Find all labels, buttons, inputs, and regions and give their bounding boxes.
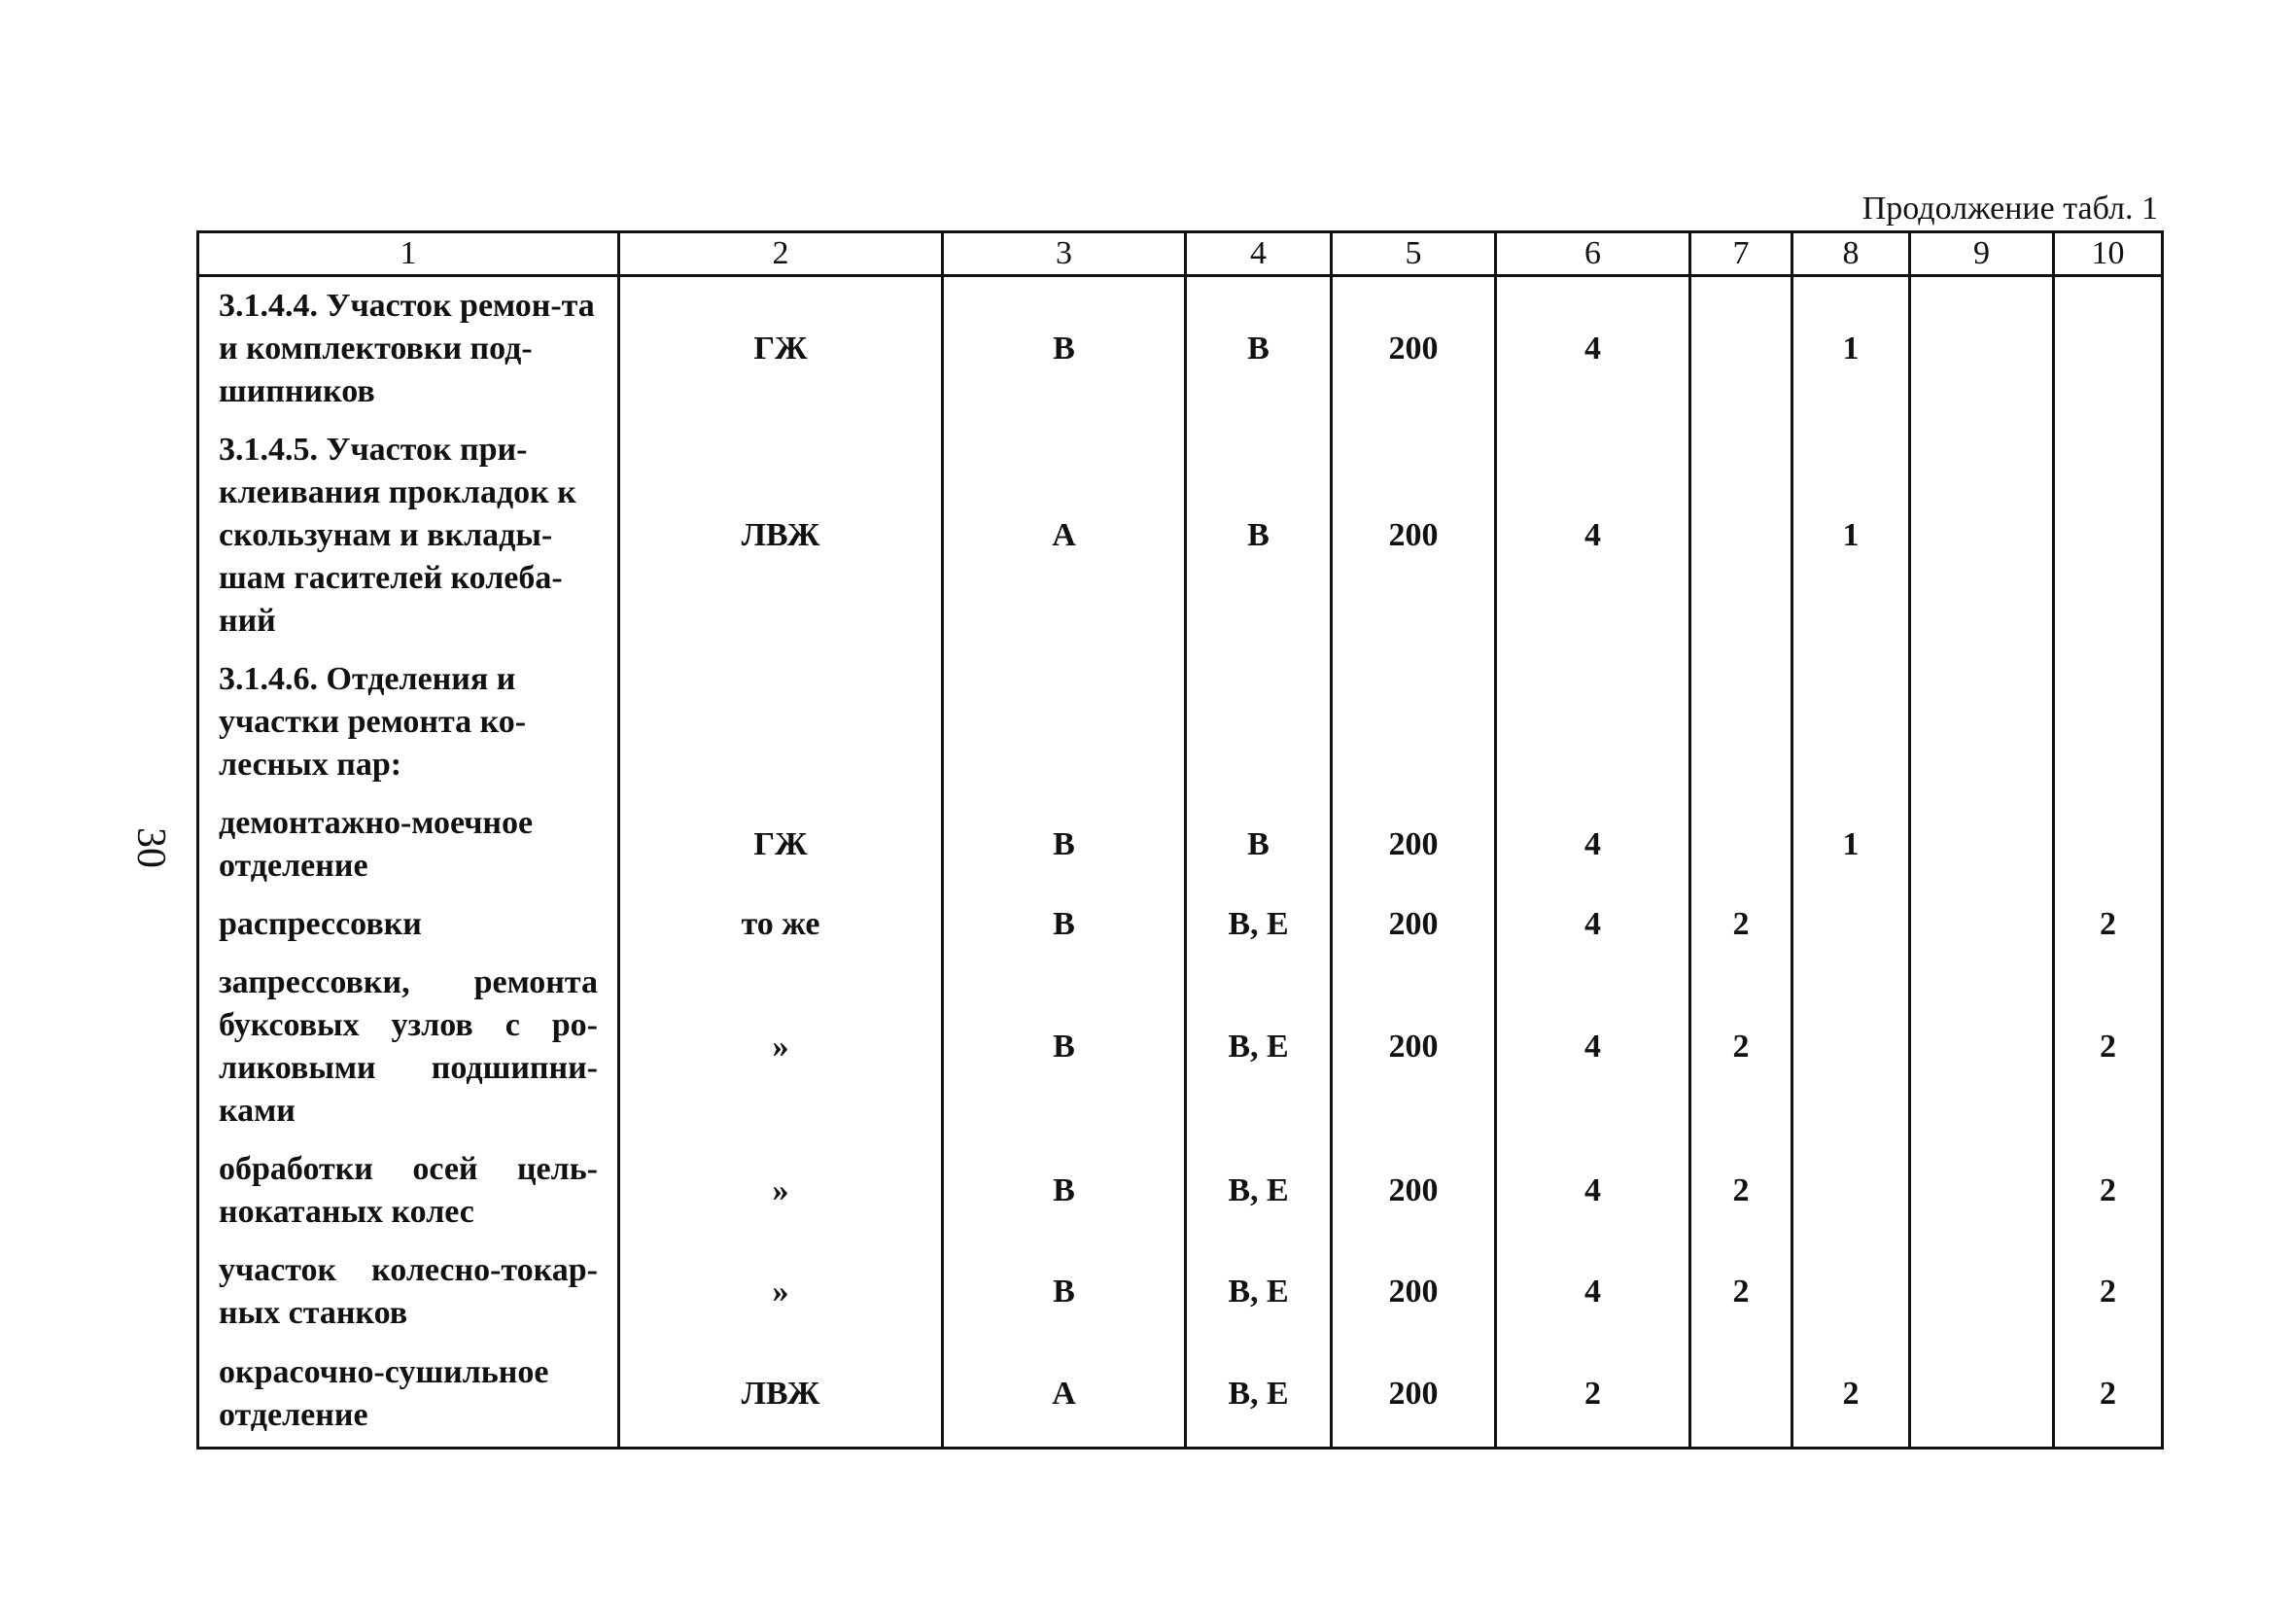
- row-description: демонтажно-моечное отделение: [198, 794, 619, 895]
- row-description: запрессовки, ремонта буксовых узлов с ро-ликовыми подшипни-ками: [198, 954, 619, 1140]
- row-description: окрасочно-сушильное отделение: [198, 1343, 619, 1448]
- table-cell: 2: [2054, 1343, 2163, 1448]
- column-header: 6: [1496, 232, 1690, 276]
- table-cell: 4: [1496, 421, 1690, 650]
- table-cell: 200: [1332, 794, 1496, 895]
- table-cell: [1792, 895, 1910, 954]
- table-row: [198, 1241, 2163, 1343]
- table-cell: »: [619, 1140, 943, 1241]
- table-cell: 2: [2054, 954, 2163, 1140]
- table-cell: то же: [619, 895, 943, 954]
- row-description: распрессовки: [198, 895, 619, 954]
- row-description: обработки осей цель-нокатаных колес: [198, 1140, 619, 1241]
- table-cell: ГЖ: [619, 276, 943, 422]
- table-cell: В, Е: [1186, 895, 1332, 954]
- table-cell: В: [943, 1241, 1186, 1343]
- table-cell: [2054, 794, 2163, 895]
- table-cell: 200: [1332, 1343, 1496, 1448]
- table-cell: В: [1186, 276, 1332, 422]
- table-cell: В: [943, 1140, 1186, 1241]
- table-cell: 200: [1332, 895, 1496, 954]
- table-cell: 2: [2054, 1140, 2163, 1241]
- table-cell: »: [619, 954, 943, 1140]
- table-cell: [1792, 1140, 1910, 1241]
- table-cell: [2054, 421, 2163, 650]
- header-row: [198, 232, 2163, 276]
- table-cell: [1910, 1241, 2054, 1343]
- table-cell: А: [943, 1343, 1186, 1448]
- table-cell: [1792, 1241, 1910, 1343]
- table-cell: В, Е: [1186, 1140, 1332, 1241]
- table-cell: [1910, 895, 2054, 954]
- table-cell: [1690, 794, 1792, 895]
- table-cell: В: [1186, 421, 1332, 650]
- table-cell: 4: [1496, 954, 1690, 1140]
- table-cell: [1186, 650, 1332, 794]
- table-cell: 4: [1496, 1241, 1690, 1343]
- table-cell: 200: [1332, 954, 1496, 1140]
- column-header: 1: [198, 232, 619, 276]
- table-cell: [1690, 276, 1792, 422]
- column-header: 9: [1910, 232, 2054, 276]
- column-header: 3: [943, 232, 1186, 276]
- table-row: [198, 1343, 2163, 1448]
- table-cell: [1910, 421, 2054, 650]
- row-description: участок колесно-токар-ных станков: [198, 1241, 619, 1343]
- table-cell: [1690, 650, 1792, 794]
- table-cell: 200: [1332, 1241, 1496, 1343]
- table-cell: [1910, 276, 2054, 422]
- table-cell: [1690, 1343, 1792, 1448]
- column-header: 2: [619, 232, 943, 276]
- table-cell: [1332, 650, 1496, 794]
- column-header: 4: [1186, 232, 1332, 276]
- table-row: [198, 276, 2163, 422]
- table-cell: [1910, 650, 2054, 794]
- table-cell: [1910, 1140, 2054, 1241]
- table-cell: 4: [1496, 276, 1690, 422]
- table-cell: 4: [1496, 1140, 1690, 1241]
- table-row: [198, 954, 2163, 1140]
- data-table: [196, 230, 2164, 1450]
- column-header: 5: [1332, 232, 1496, 276]
- table-cell: 2: [1792, 1343, 1910, 1448]
- table-cell: ЛВЖ: [619, 1343, 943, 1448]
- column-header: 10: [2054, 232, 2163, 276]
- table-cell: 4: [1496, 794, 1690, 895]
- table-cell: [1910, 1343, 2054, 1448]
- table-cell: В: [943, 276, 1186, 422]
- table-cell: 2: [1690, 895, 1792, 954]
- table-cell: 200: [1332, 421, 1496, 650]
- table-cell: 2: [1690, 1140, 1792, 1241]
- table-cell: 200: [1332, 276, 1496, 422]
- table-cell: 1: [1792, 794, 1910, 895]
- table-cell: В: [943, 954, 1186, 1140]
- table-row: [198, 421, 2163, 650]
- table-cell: В, Е: [1186, 1241, 1332, 1343]
- table-cell: В: [1186, 794, 1332, 895]
- table-cell: 200: [1332, 1140, 1496, 1241]
- table-row: [198, 794, 2163, 895]
- table-cell: 1: [1792, 276, 1910, 422]
- table-cell: ГЖ: [619, 794, 943, 895]
- column-header: 7: [1690, 232, 1792, 276]
- table-cell: 2: [2054, 1241, 2163, 1343]
- column-header: 8: [1792, 232, 1910, 276]
- table-cell: 1: [1792, 421, 1910, 650]
- table-cell: А: [943, 421, 1186, 650]
- table-cell: [2054, 276, 2163, 422]
- table-cell: [1910, 954, 2054, 1140]
- table-cell: 2: [1496, 1343, 1690, 1448]
- table-cell: »: [619, 1241, 943, 1343]
- table-cell: [2054, 650, 2163, 794]
- table-cell: [1496, 650, 1690, 794]
- table-cell: [1792, 954, 1910, 1140]
- table-cell: [943, 650, 1186, 794]
- row-description: 3.1.4.4. Участок ремон-та и комплектовки под-шипников: [198, 276, 619, 422]
- row-description: 3.1.4.5. Участок при-клеивания прокладок к скользунам и вклады-шам гасителей колеба-ний: [198, 421, 619, 650]
- table-row: [198, 650, 2163, 794]
- table-cell: 2: [1690, 954, 1792, 1140]
- table-row: [198, 1140, 2163, 1241]
- table-cell: 4: [1496, 895, 1690, 954]
- table-cell: В, Е: [1186, 1343, 1332, 1448]
- table-cell: В: [943, 794, 1186, 895]
- page-number: 30: [128, 827, 173, 868]
- table-cell: [1690, 421, 1792, 650]
- table-cell: В: [943, 895, 1186, 954]
- table-cell: ЛВЖ: [619, 421, 943, 650]
- table-cell: В, Е: [1186, 954, 1332, 1140]
- table-row: [198, 895, 2163, 954]
- row-description: 3.1.4.6. Отделения и участки ремонта ко-лесных пар:: [198, 650, 619, 794]
- table-cell: [1910, 794, 2054, 895]
- table-cell: [619, 650, 943, 794]
- table-caption: Продолжение табл. 1: [1861, 191, 2158, 227]
- table-cell: [1792, 650, 1910, 794]
- table-cell: 2: [2054, 895, 2163, 954]
- table-cell: 2: [1690, 1241, 1792, 1343]
